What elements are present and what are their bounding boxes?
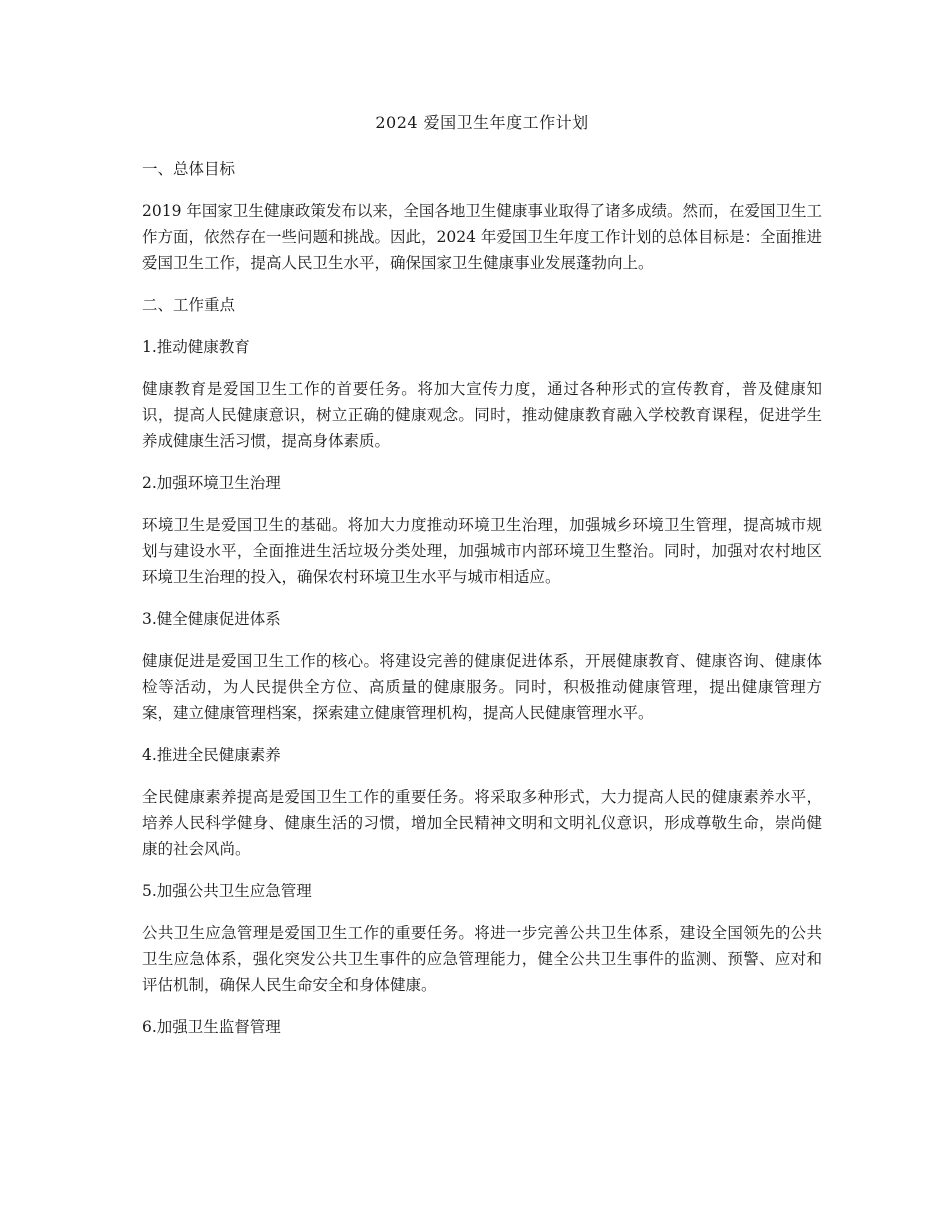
paragraph-overall-goal: 2019 年国家卫生健康政策发布以来，全国各地卫生健康事业取得了诸多成绩。然而，在爱国卫生工作方面，依然存在一些问题和挑战。因此，2024 年爱国卫生年度工作计划的总体目标是：全面推进爱国卫生工作，提高人民卫生水平，确保国家卫生健康事业发展蓬勃向上。: [142, 202, 822, 272]
document-title: 2024 爱国卫生年度工作计划: [375, 113, 589, 132]
item-heading-supervision: 6.加强卫生监督管理: [142, 1018, 281, 1036]
section-heading-overall-goal: 一、总体目标: [142, 160, 236, 178]
item-heading-health-education: 1.推动健康教育: [142, 338, 250, 356]
item-heading-health-promotion: 3.健全健康促进体系: [142, 610, 281, 628]
paragraph-health-literacy: 全民健康素养提高是爱国卫生工作的重要任务。将采取多种形式，大力提高人民的健康素养水平，培养人民科学健身、健康生活的习惯，增加全民精神文明和文明礼仪意识，形成尊敬生命，崇尚健康的社会风尚。: [142, 788, 822, 858]
paragraph-emergency-management: 公共卫生应急管理是爱国卫生工作的重要任务。将进一步完善公共卫生体系，建设全国领先的公共卫生应急体系，强化突发公共卫生事件的应急管理能力，健全公共卫生事件的监测、预警、应对和评估机制，确保人民生命安全和身体健康。: [142, 924, 822, 994]
item-heading-environment: 2.加强环境卫生治理: [142, 474, 281, 492]
section-heading-key-work: 二、工作重点: [142, 296, 236, 314]
paragraph-environment: 环境卫生是爱国卫生的基础。将加大力度推动环境卫生治理，加强城乡环境卫生管理，提高城市规划与建设水平，全面推进生活垃圾分类处理，加强城市内部环境卫生整治。同时，加强对农村地区环境卫生治理的投入，确保农村环境卫生水平与城市相适应。: [142, 516, 822, 586]
item-heading-health-literacy: 4.推进全民健康素养: [142, 746, 281, 764]
document-page: [142, 108, 822, 1056]
paragraph-health-education: 健康教育是爱国卫生工作的首要任务。将加大宣传力度，通过各种形式的宣传教育，普及健康知识，提高人民健康意识，树立正确的健康观念。同时，推动健康教育融入学校教育课程，促进学生养成健康生活习惯，提高身体素质。: [142, 380, 822, 450]
paragraph-health-promotion: 健康促进是爱国卫生工作的核心。将建设完善的健康促进体系，开展健康教育、健康咨询、健康体检等活动，为人民提供全方位、高质量的健康服务。同时，积极推动健康管理，提出健康管理方案，建立健康管理档案，探索建立健康管理机构，提高人民健康管理水平。: [142, 652, 822, 722]
item-heading-emergency-management: 5.加强公共卫生应急管理: [142, 882, 312, 900]
